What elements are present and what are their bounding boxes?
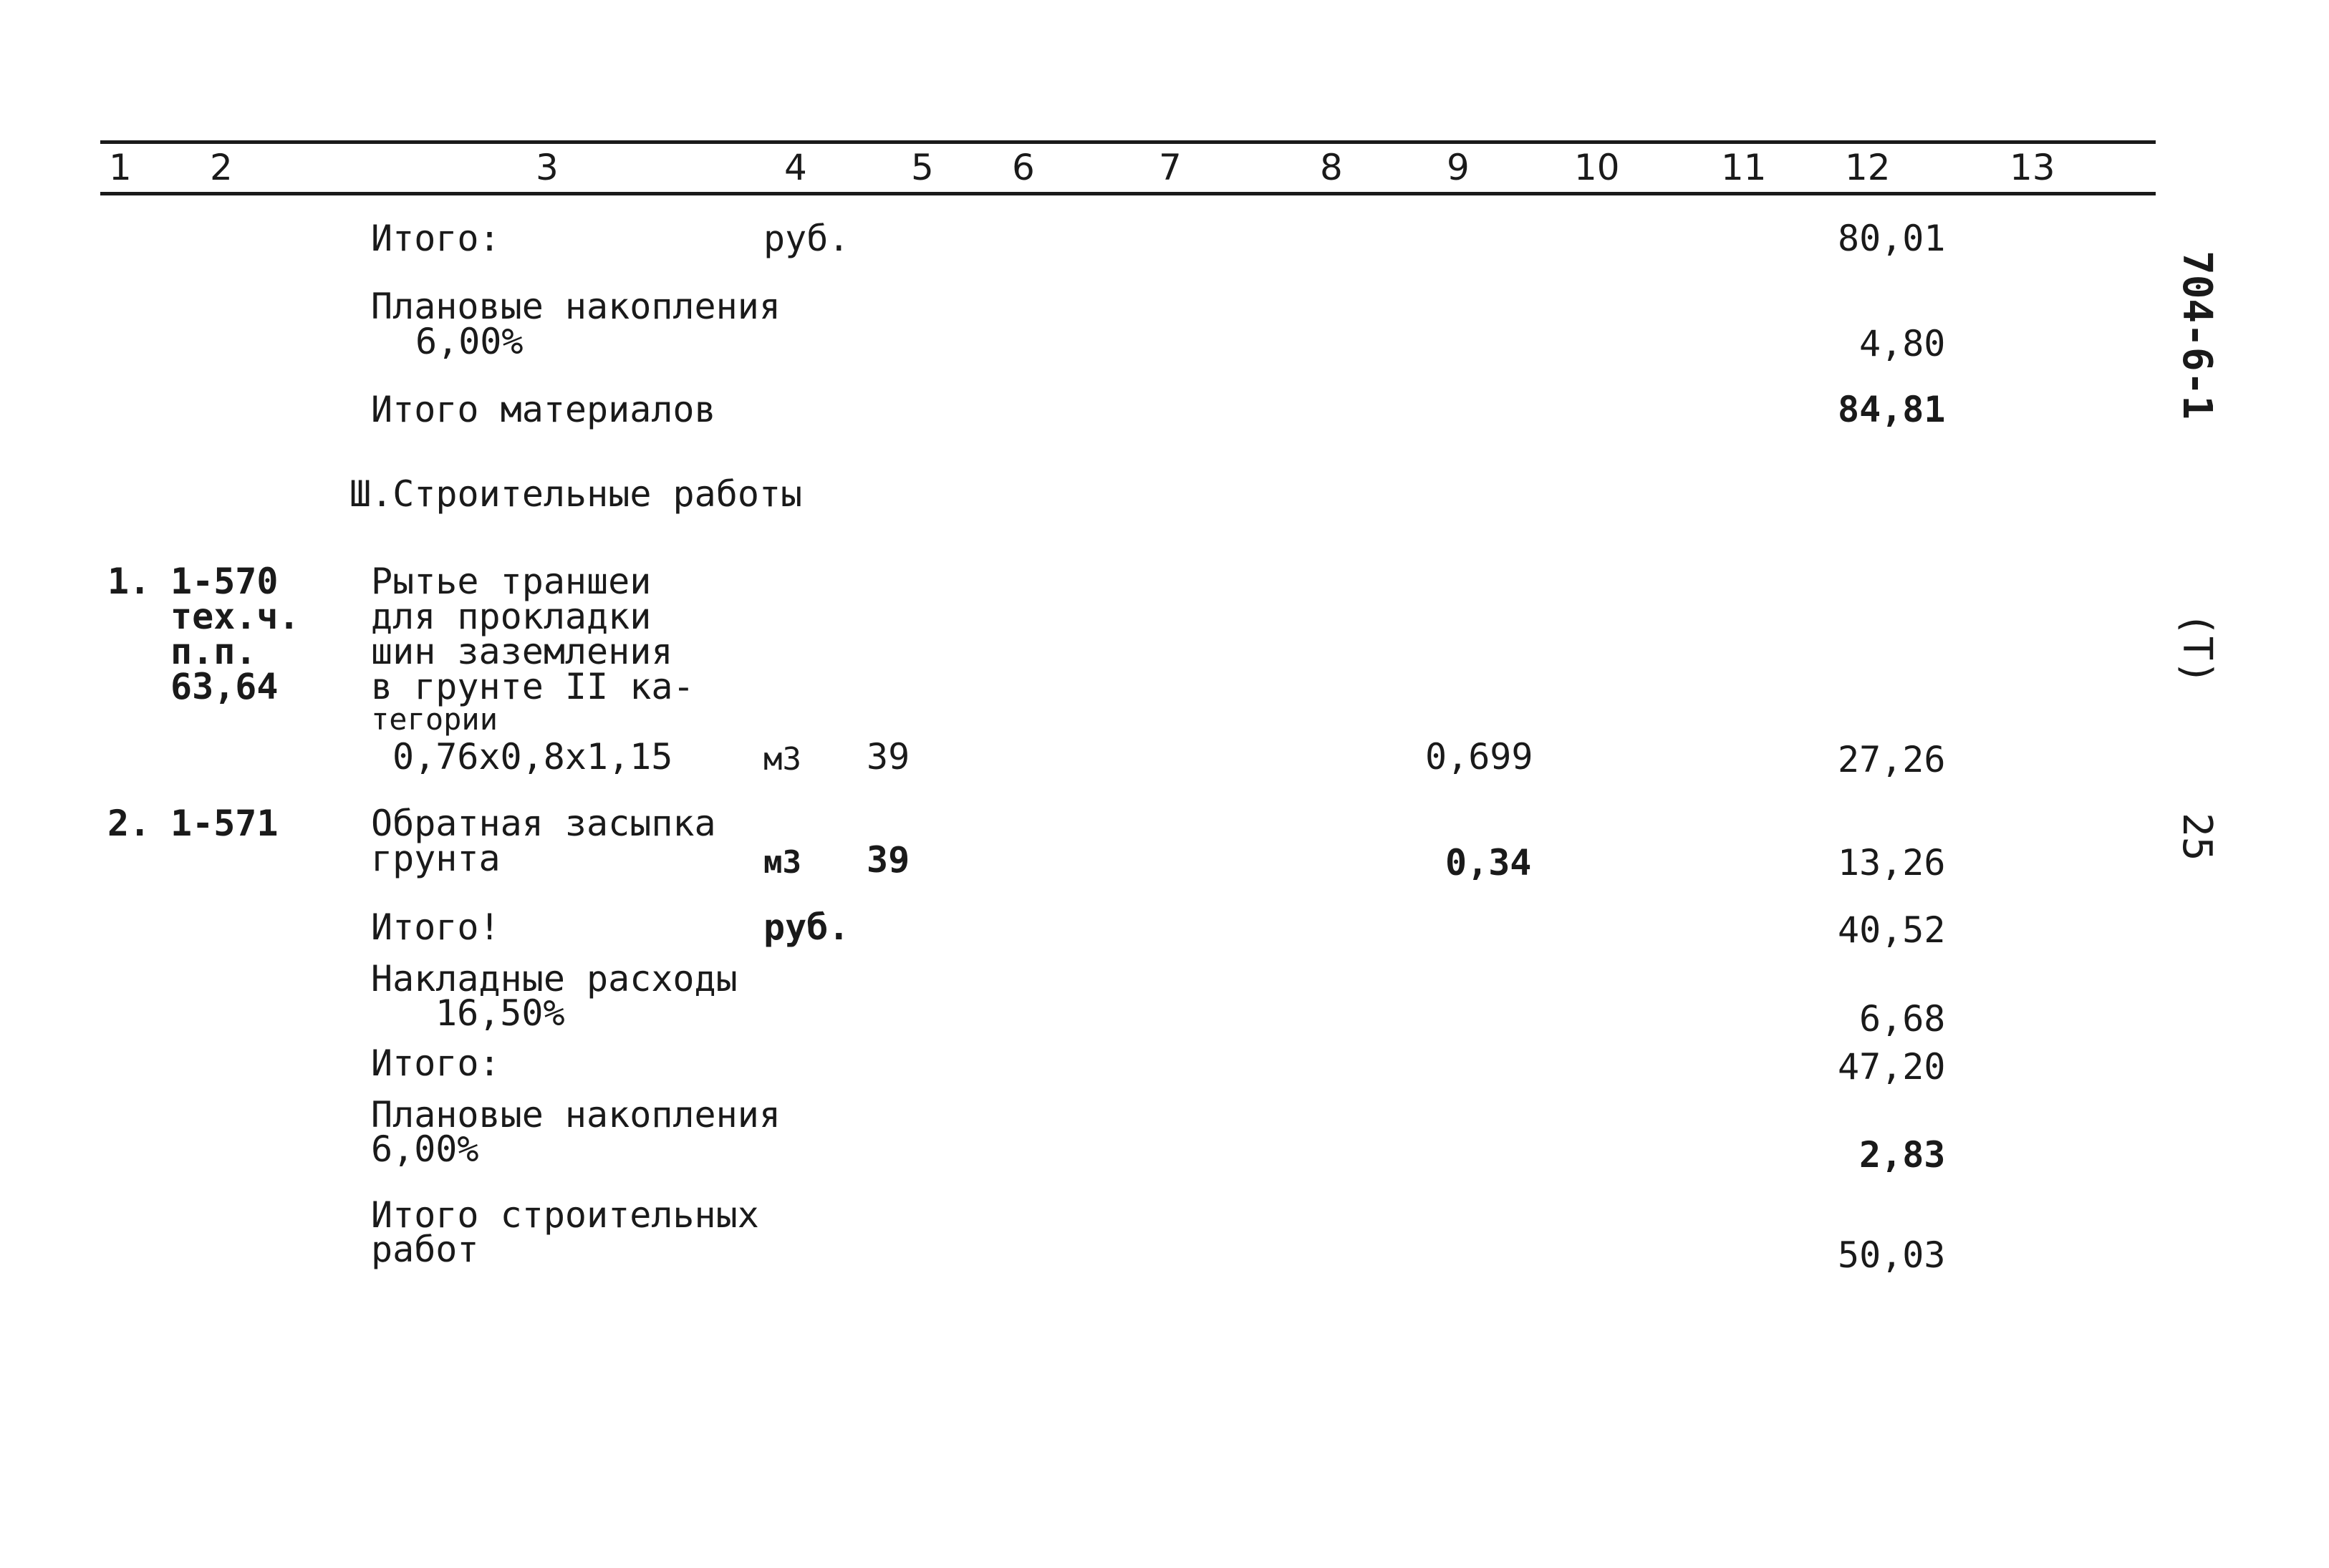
- item-description-line: грунта: [371, 838, 501, 879]
- col-header-6: 6: [1012, 147, 1035, 188]
- item-dimensions: 0,76х0,8х1,15: [392, 736, 673, 778]
- page-number: 25: [2174, 813, 2220, 861]
- item-code-line: тех.ч.: [170, 596, 300, 637]
- row-total: 4,80: [1859, 323, 1946, 364]
- row-label: Итого материалов: [371, 389, 716, 430]
- item-quantity: 39: [867, 736, 910, 778]
- item-code-line: 63,64: [170, 666, 279, 707]
- header-top-rule: [100, 140, 2156, 144]
- row-total: 50,03: [1838, 1234, 1946, 1276]
- item-unit-price: 0,34: [1445, 842, 1532, 884]
- row-label: Плановые накопления: [371, 286, 781, 327]
- item-description-line: Рытье траншеи: [371, 561, 652, 602]
- item-total: 27,26: [1838, 739, 1946, 780]
- col-header-11: 11: [1721, 147, 1767, 188]
- section-title: Ш.Строительные работы: [349, 473, 803, 515]
- row-label: Плановые накопления: [371, 1094, 781, 1136]
- row-total: 84,81: [1838, 389, 1946, 430]
- item-code: 1-571: [170, 803, 279, 844]
- row-label-line: Итого строительных: [371, 1194, 759, 1236]
- item-number: 1.: [107, 561, 151, 602]
- col-header-4: 4: [784, 147, 807, 188]
- row-unit: руб.: [763, 218, 850, 259]
- header-bottom-rule: [100, 192, 2156, 195]
- row-total: 80,01: [1838, 218, 1946, 259]
- item-description-line: в грунте II ка-: [371, 666, 695, 707]
- row-total: 2,83: [1859, 1134, 1946, 1176]
- row-total: 6,68: [1859, 998, 1946, 1040]
- margin-mark: (Т): [2174, 612, 2220, 685]
- row-label: Итого!: [371, 906, 501, 948]
- row-total: 47,20: [1838, 1046, 1946, 1088]
- row-total: 40,52: [1838, 909, 1946, 951]
- item-unit-price: 0,699: [1425, 736, 1533, 778]
- row-label: Накладные расходы: [371, 958, 738, 1000]
- item-quantity: 39: [867, 839, 910, 881]
- col-header-2: 2: [210, 147, 233, 188]
- col-header-12: 12: [1845, 147, 1891, 188]
- row-rate: 6,00%: [415, 321, 524, 362]
- col-header-1: 1: [109, 147, 132, 188]
- col-header-9: 9: [1447, 147, 1470, 188]
- row-label: Итого:: [371, 218, 501, 259]
- item-unit: м3: [763, 844, 801, 881]
- col-header-5: 5: [911, 147, 934, 188]
- col-header-8: 8: [1320, 147, 1343, 188]
- row-rate: 6,00%: [371, 1128, 479, 1170]
- item-description-line: тегории: [371, 702, 498, 737]
- item-number: 2.: [107, 803, 151, 844]
- document-code: 704-6-1: [2174, 251, 2220, 420]
- row-rate: 16,50%: [435, 992, 565, 1034]
- col-header-3: 3: [536, 147, 559, 188]
- item-code-line: 1-570: [170, 561, 279, 602]
- col-header-13: 13: [2010, 147, 2055, 188]
- item-description-line: для прокладки: [371, 596, 652, 637]
- item-unit: м3: [763, 741, 801, 778]
- row-unit: руб.: [763, 906, 850, 948]
- col-header-7: 7: [1159, 147, 1182, 188]
- item-total: 13,26: [1838, 842, 1946, 884]
- item-description-line: Обратная засыпка: [371, 803, 716, 844]
- col-header-10: 10: [1574, 147, 1620, 188]
- row-label-line: работ: [371, 1229, 479, 1270]
- row-label: Итого:: [371, 1042, 501, 1084]
- item-description-line: шин заземления: [371, 631, 673, 672]
- item-code-line: п.п.: [170, 631, 257, 672]
